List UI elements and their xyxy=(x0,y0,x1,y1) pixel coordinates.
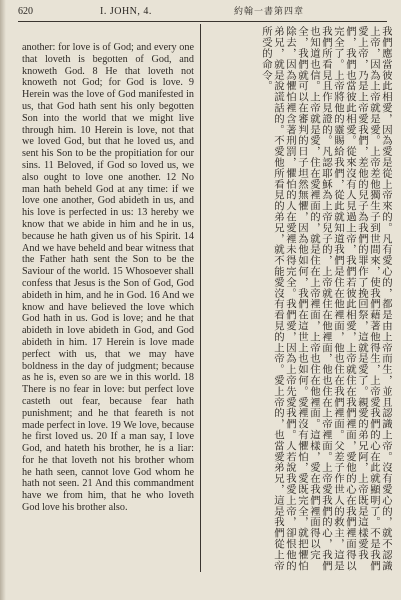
book-title: I. JOHN, 4. xyxy=(100,6,152,17)
page-gutter xyxy=(0,0,6,600)
page-header xyxy=(18,4,389,20)
english-column: another: for love is of God; and every one that loveth is begotten of God, and knoweth God. 8 He that loveth not knoweth not God; for God is love. 9 Herein was the love of God manifested in us, that God hath sent his only begotten Son into the world that we might live through him. 10 Herein is love, not that we loved God, but that he loved us, and sent his Son to be the propitiation for our sins. 11 Beloved, if God so loved us, we also ought to love one another. 12 No man hath beheld God at any time: if we love one another, God abideth in us, and his love is perfected in us: 13 hereby we know that we abide in him and he in us, because he hath given us of his Spirit. 14 And we have beheld and bear witness that the Father hath sent the Son to be the Saviour of the world. 15 Whosoever shall confess that Jesus is the Son of God, God abideth in him, and he in God. 16 And we know and have believed the love which God hath in us. God is love; and he that abideth in love abideth in God, and God abideth in him. 17 Herein is love made perfect with us, that we may have boldness in the day of judgment; because as he is, even so are we in this world. 18 There is no fear in love: but perfect love casteth out fear, because fear hath punishment; and he that feareth is not made perfect in love. 19 We love, because he first loved us. 20 If a man say, I love God, and hateth his brother, he is a liar: for he that loveth not his brother whom he hath seen, cannot love God whom he hath not seen. 21 And this commandment have we from him, that he who loveth God love his brother also. xyxy=(22,42,194,514)
chinese-column: 我們應當彼此相愛，因為愛是從上帝來的。凡有愛心的，都是由上帝而生，並且認識上帝。沒有愛心的，就不認識上帝，因為上帝就是愛。上帝差他獨生子到世間來，使我們藉著他得生，上帝愛我們的心在此就顯明了。不是我們愛上帝，乃是上帝愛我們，差他的兒子為我們的罪作了挽回祭，這就是愛了。親愛的弟兄阿，上帝既是這樣愛我們，我們也當彼此相愛。從來沒有人見過上帝，我們若彼此相愛，上帝就住在我們裡面，愛他的心在我們裡面得以完全了。上帝將他的靈賜給我們，從此就知道我們是住在他裡面，他也住在我們裡面。父差子作世人的救主，這是我們所看見且作見證的。凡認耶穌為上帝兒子的，上帝就住在他裡面，他也住在上帝裡面。上帝愛我們的心，我們也知道也信。上帝就是愛，住在愛裡面的，就是住在上帝裡面，上帝也住在他裡面。這樣，愛在我們裡面得以完全，我們就可以在審判的日子坦然無懼，因為他如何，我們在這世上也如何。愛裡沒有懼怕，愛既完全，就把懼怕除去，因為懼怕裡含著刑罰，懼怕的人在愛裡未得完全。我們愛，因為上帝先愛我們。人若說我愛上帝，卻恨他的弟兄，就是說謊話的。不愛他所看見的弟兄，就不能愛沒有看見的上帝。愛上帝的，也當愛弟兄，這是我們從上帝所受的命令。 xyxy=(260,26,392,571)
header-rule xyxy=(18,21,387,22)
chinese-book-title: 約翰一書第四章 xyxy=(234,7,305,17)
column-divider xyxy=(200,24,201,572)
page-number: 620 xyxy=(18,6,33,17)
